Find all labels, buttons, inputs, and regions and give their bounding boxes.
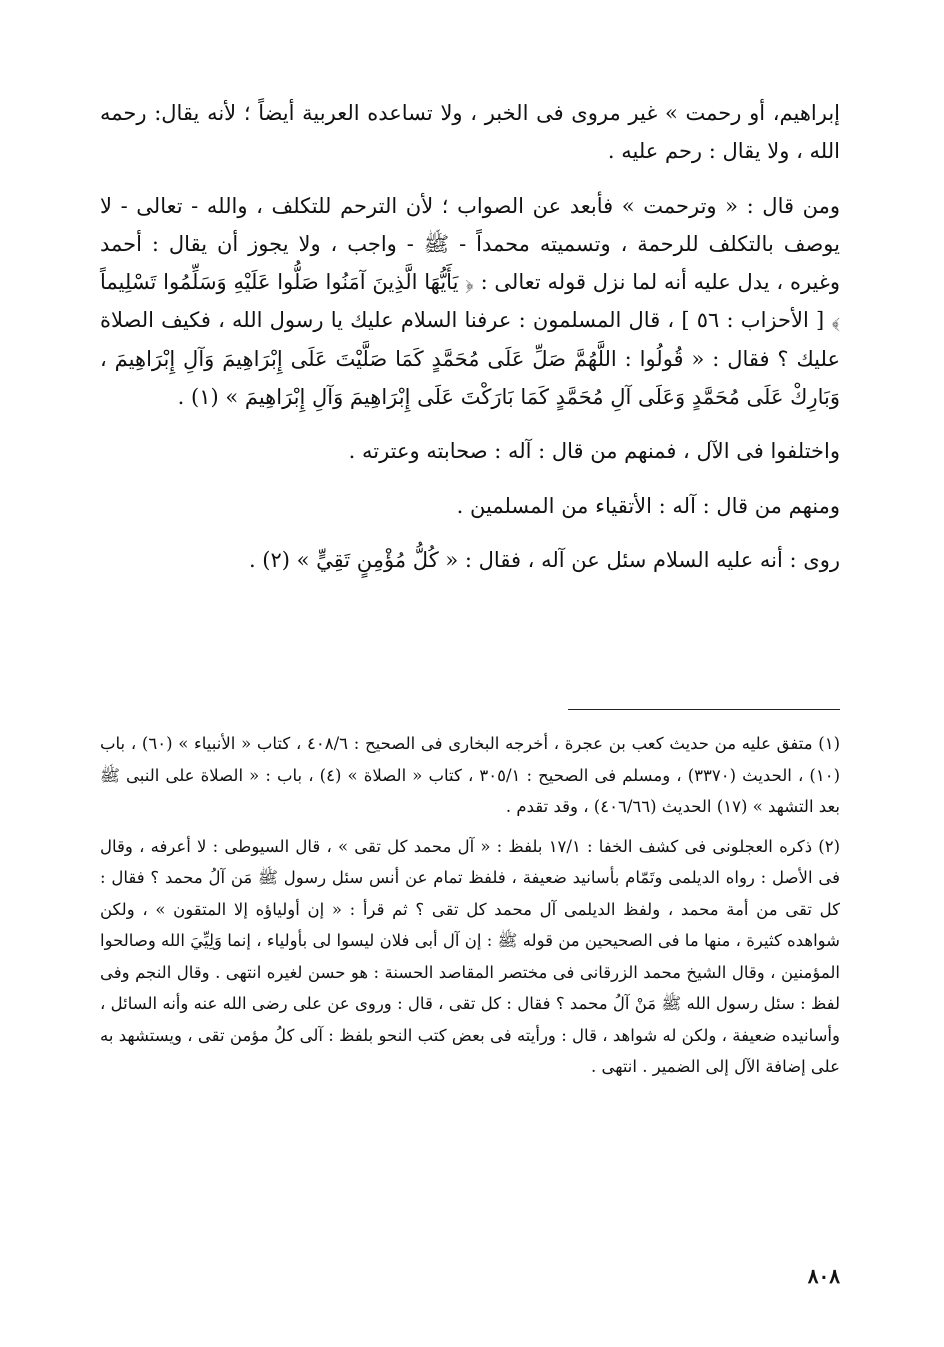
page-number: ٨٠٨ bbox=[807, 1264, 840, 1288]
paragraph-2: ومن قال : « وترحمت » فأبعد عن الصواب ؛ لأن الترحم للتكلف ، والله - تعالى - لا يوصف بالتكلف للرحمة ، وتسميته محمداً - ﷺ - واجب ، ولا يجوز أن يقال : أحمد وغيره ، يدل عليه أنه لما نزل قوله تعالى : ﴿ يَأَيُّهَا الَّذِينَ آمَنُوا صَلُّوا عَلَيْهِ وَسَلِّمُوا تَسْلِيماً ﴾ [ الأحزاب : ٥٦ ] ، قال المسلمون : عرفنا السلام عليك يا رسول الله ، فكيف الصلاة عليك ؟ فقال : « قُولُوا : اللَّهُمَّ صَلِّ عَلَى مُحَمَّدٍ كَمَا صَلَّيْتَ عَلَى إِبْرَاهِيمَ وَآلِ إِبْرَاهِيمَ ، وَبَارِكْ عَلَى مُحَمَّدٍ وَعَلَى آلِ مُحَمَّدٍ كَمَا بَارَكْتَ عَلَى إِبْرَاهِيمَ وَآلِ إِبْرَاهِيمَ » (١) . bbox=[100, 193, 840, 410]
paragraph-4: ومنهم من قال : آله : الأتقياء من المسلمين . bbox=[456, 493, 840, 518]
paragraph-3: واختلفوا فى الآل ، فمنهم من قال : آله : صحابته وعترته . bbox=[348, 439, 840, 464]
paragraph-1: إبراهيم، أو رحمت » غير مروى فى الخبر ، ولا تساعده العربية أيضاً ؛ لأنه يقال: رحمه الله ، ولا يقال : رحم عليه . bbox=[100, 101, 840, 164]
main-text bbox=[100, 94, 840, 579]
footnote-2: (٢) ذكره العجلونى فى كشف الخفا : ١٧/١ بلفظ : « آل محمد كل تقى » ، قال السيوطى : لا أعرفه ، وقال فى الأصل : رواه الديلمى وتَمّام بأسانيد ضعيفة ، فلفظ تمام عن أنس سئل رسول ﷺ مَن آلُ محمد ؟ فقال : كل تقى من أمة محمد ، ولفظ الديلمى آل محمد كل تقى ؟ ثم قرأ : « إن أولياؤه إلا المتقون » ، ولكن شواهده كثيرة ، منها ما فى الصحيحين من قوله ﷺ : إن آل أبى فلان ليسوا لى بأولياء ، إنما وَلِيِّيَ الله وصالحوا المؤمنين ، وقال الشيخ محمد الزرقانى فى مختصر المقاصد الحسنة : هو حسن لغيره انتهى . وقال النجم وفى لفظ : سئل رسول الله ﷺ مَنْ آلُ محمد ؟ فقال : كل تقى ، قال : وروى عن على رضى الله عنه وأنه السائل ، وأسانيده ضعيفة ، ولكن له شواهد ، قال : ورأيته فى بعض كتب النحو بلفظ : آلى كلُ مؤمن تقى ، ويستشهد به على إضافة الآل إلى الضمير . انتهى . bbox=[100, 836, 840, 1076]
footnote-separator bbox=[568, 709, 840, 710]
paragraph-5: روى : أنه عليه السلام سئل عن آله ، فقال : « كُلُّ مُؤْمِنٍ تَقِيٍّ » (٢) . bbox=[248, 547, 840, 572]
footnotes bbox=[100, 728, 840, 1083]
footnote-1: (١) متفق عليه من حديث كعب بن عجرة ، أخرجه البخارى فى الصحيح : ٤٠٨/٦ ، كتاب « الأنبياء » (٦٠) ، باب (١٠) ، الحديث (٣٣٧٠) ، ومسلم فى الصحيح : ٣٠٥/١ ، كتاب « الصلاة » (٤) ، باب : « الصلاة على النبى ﷺ بعد التشهد » (١٧) الحديث (٤٠٦/٦٦) ، وقد تقدم . bbox=[100, 734, 841, 816]
